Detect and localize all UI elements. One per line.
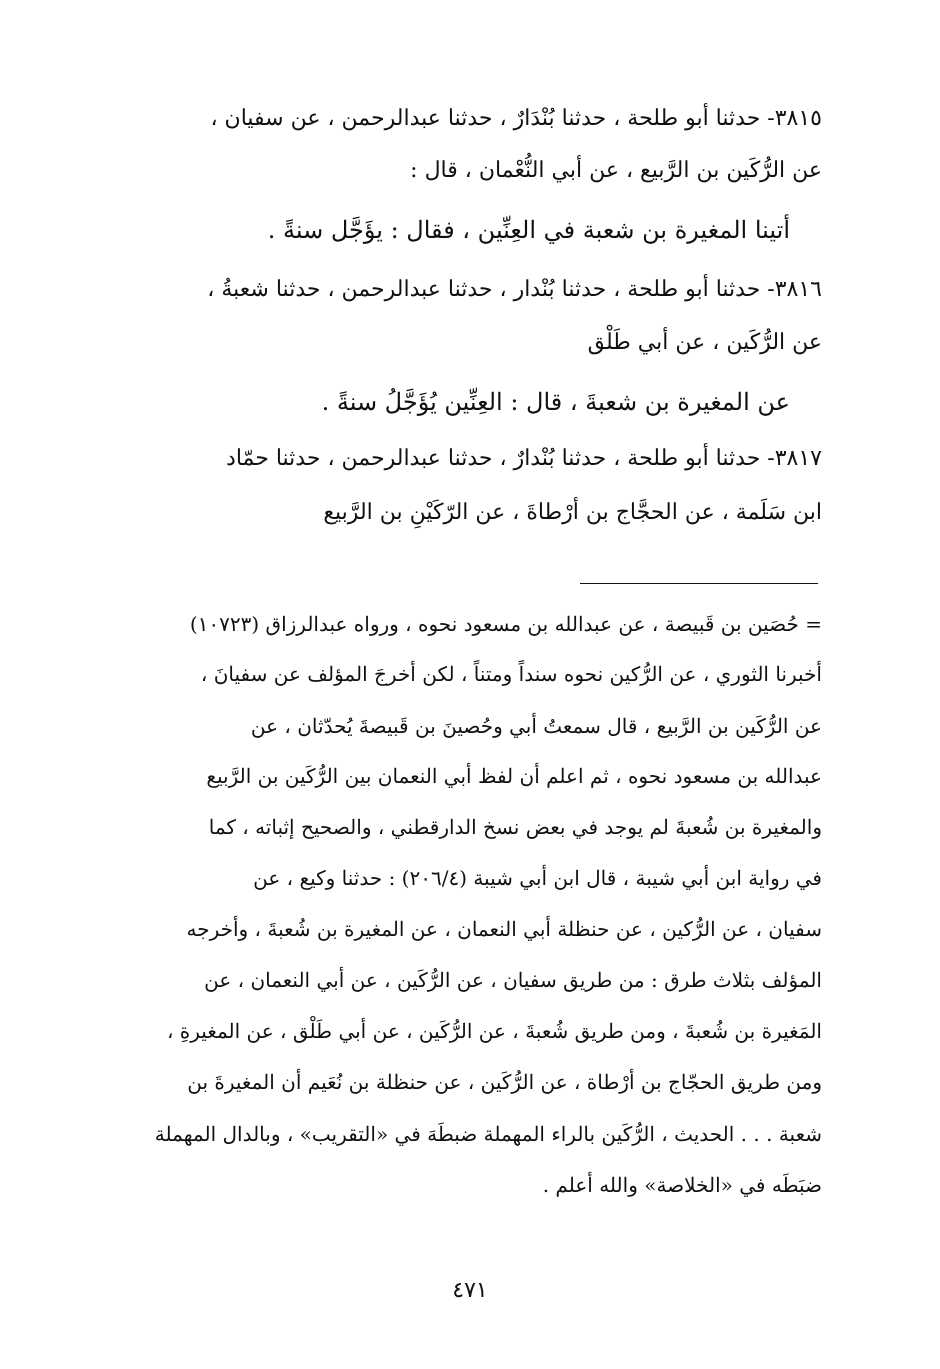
footnote-line: عن الرُّكَين بن الرَّبيع ، قال سمعتُ أبي وحُصينَ بن قَبيصةَ يُحدّثان ، عن [250, 714, 822, 738]
hadith-3816-isnad-line-2: عن الرُّكَين ، عن أبي طَلْق [587, 330, 822, 355]
footnote-line: سفيان ، عن الرُّكين ، عن حنظلة أبي النعمان ، عن المغيرة بن شُعبةَ ، وأخرجه [186, 917, 822, 941]
hadith-3817-isnad-line-1: ٣٨١٧- حدثنا أبو طلحة ، حدثنا بُنْدارٌ ، حدثنا عبدالرحمن ، حدثنا حمّاد [226, 446, 822, 471]
hadith-3816-matn: عن المغيرة بن شعبةَ ، قال : العِنِّين يُؤَجَّلُ سنةً . [321, 388, 790, 416]
footnote-line: ضبَطَه في «الخلاصة» والله أعلم . [542, 1173, 822, 1197]
page-number: ٤٧١ [452, 1278, 488, 1303]
hadith-3815-isnad-line-2: عن الرُّكَين بن الرَّبيع ، عن أبي النُّعْمان ، قال : [410, 158, 822, 183]
footnote-line: المَغيرة بن شُعبةَ ، ومن طريق شُعبةَ ، عن الرُّكَين ، عن أبي طَلْق ، عن المغيرةِ ، [166, 1019, 822, 1043]
hadith-3817-isnad-line-2: ابن سَلَمة ، عن الحجَّاج بن أرْطاةَ ، عن الرّكَيْنِ بن الرَّبيع [323, 500, 822, 525]
footnote-separator [580, 583, 818, 584]
footnote-line: شعبة . . . الحديث ، الرُّكَين بالراء المهملة ضبطَهَ في «التقريب» ، وبالدال المهملة [154, 1122, 822, 1146]
footnote-line: في رواية ابن أبي شيبة ، قال ابن أبي شيبة (٢٠٦/٤) : حدثنا وكيع ، عن [253, 866, 822, 890]
footnote-line: المؤلف بثلاث طرق : من طريق سفيان ، عن الرُّكَين ، عن أبي النعمان ، عن [204, 968, 822, 992]
footnote-line: أخبرنا الثوري ، عن الرُّكين نحوه سنداً ومتناً ، لكن أخرجَ المؤلف عن سفيانَ ، [200, 662, 822, 686]
footnote-line: ومن طريق الحجّاج بن أرْطاة ، عن الرُّكَين ، عن حنظلة بن نُعَيم أن المغيرةَ بن [187, 1070, 822, 1094]
footnote-line: = حُصَين بن قَبيصة ، عن عبدالله بن مسعود نحوه ، ورواه عبدالرزاق (١٠٧٢٣) [189, 612, 822, 636]
footnote-line: عبدالله بن مسعود نحوه ، ثم اعلم أن لفظ أبي النعمان بين الرُّكَين بن الرَّبيع [206, 764, 822, 788]
hadith-3815-matn: أتينا المغيرة بن شعبة في العِنِّين ، فقال : يؤَجَّل سنةً . [267, 216, 790, 244]
footnote-line: والمغيرة بن شُعبةَ لم يوجد في بعض نسخ الدارقطني ، والصحيح إثباته ، كما [208, 815, 822, 839]
hadith-3815-isnad-line-1: ٣٨١٥- حدثنا أبو طلحة ، حدثنا بُنْدَارٌ ، حدثنا عبدالرحمن ، عن سفيان ، [210, 106, 822, 131]
hadith-3816-isnad-line-1: ٣٨١٦- حدثنا أبو طلحة ، حدثنا بُنْدار ، حدثنا عبدالرحمن ، حدثنا شعبةُ ، [207, 277, 822, 302]
